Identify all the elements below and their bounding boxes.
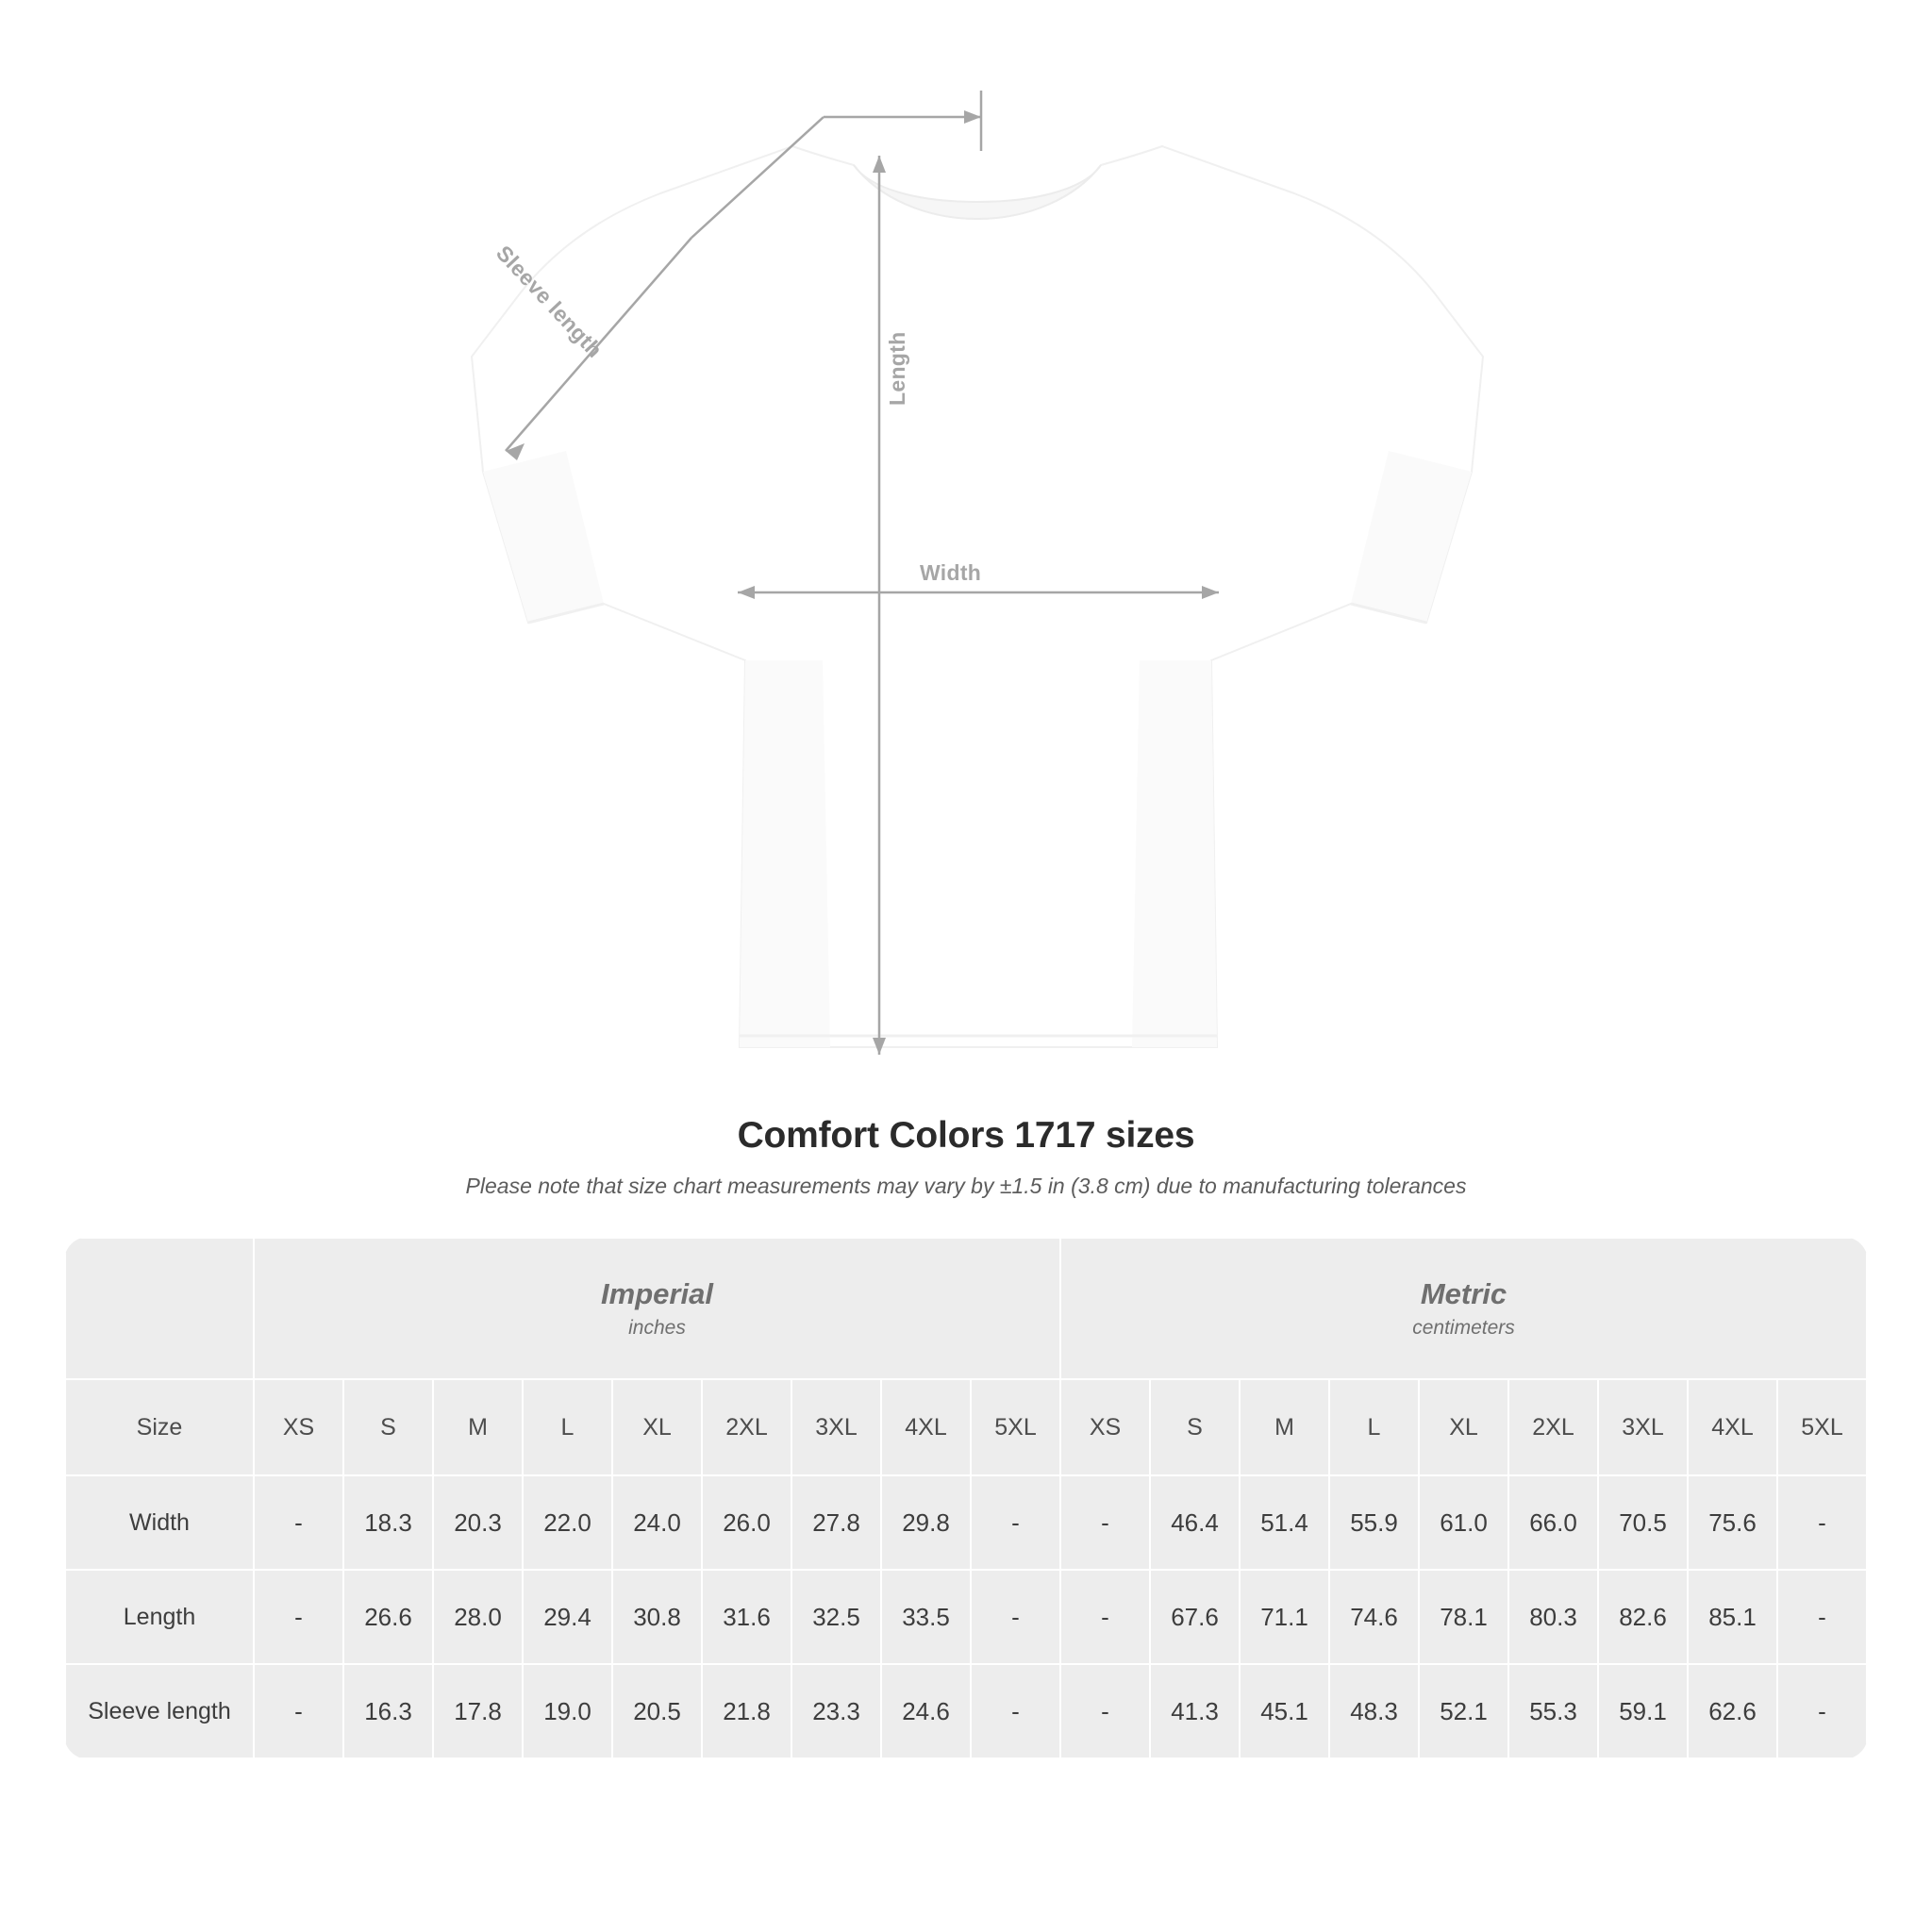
size-header-metric-l: L bbox=[1329, 1379, 1419, 1475]
size-header-metric-xs: XS bbox=[1060, 1379, 1150, 1475]
cell-width-imperial-m: 20.3 bbox=[433, 1475, 523, 1570]
size-header-imperial-s: S bbox=[343, 1379, 433, 1475]
length-label: Length bbox=[885, 331, 909, 406]
cell-sleeve-imperial-xl: 20.5 bbox=[612, 1664, 702, 1758]
table-corner-cell bbox=[65, 1238, 254, 1379]
chart-note: Please note that size chart measurements may vary by ±1.5 in (3.8 cm) due to manufacturing tolerances bbox=[465, 1174, 1467, 1198]
cell-width-imperial-xs: - bbox=[254, 1475, 343, 1570]
size-header-metric-xl: XL bbox=[1419, 1379, 1508, 1475]
size-header-label: Size bbox=[65, 1379, 254, 1475]
row-label-sleeve-length: Sleeve length bbox=[65, 1664, 254, 1758]
cell-sleeve-imperial-xs: - bbox=[254, 1664, 343, 1758]
size-header-imperial-l: L bbox=[523, 1379, 612, 1475]
cell-width-metric-xl: 61.0 bbox=[1419, 1475, 1508, 1570]
cell-length-metric-xl: 78.1 bbox=[1419, 1570, 1508, 1664]
size-header-metric-5xl: 5XL bbox=[1777, 1379, 1867, 1475]
cell-length-imperial-5xl: - bbox=[971, 1570, 1060, 1664]
cell-width-metric-5xl: - bbox=[1777, 1475, 1867, 1570]
table-row bbox=[65, 1664, 1867, 1758]
cell-sleeve-metric-xs: - bbox=[1060, 1664, 1150, 1758]
tshirt-shape bbox=[472, 146, 1483, 1047]
size-header-imperial-2xl: 2XL bbox=[702, 1379, 791, 1475]
cell-length-metric-5xl: - bbox=[1777, 1570, 1867, 1664]
cell-width-imperial-3xl: 27.8 bbox=[791, 1475, 881, 1570]
size-header-imperial-5xl: 5XL bbox=[971, 1379, 1060, 1475]
unit-header-row bbox=[65, 1238, 1867, 1379]
cell-sleeve-metric-s: 41.3 bbox=[1150, 1664, 1240, 1758]
cell-sleeve-imperial-l: 19.0 bbox=[523, 1664, 612, 1758]
cell-sleeve-imperial-m: 17.8 bbox=[433, 1664, 523, 1758]
cell-sleeve-metric-m: 45.1 bbox=[1240, 1664, 1329, 1758]
size-header-metric-3xl: 3XL bbox=[1598, 1379, 1688, 1475]
cell-length-imperial-xl: 30.8 bbox=[612, 1570, 702, 1664]
imperial-header-cell bbox=[254, 1238, 1060, 1379]
size-header-row bbox=[65, 1379, 1867, 1475]
cell-width-imperial-xl: 24.0 bbox=[612, 1475, 702, 1570]
cell-length-imperial-3xl: 32.5 bbox=[791, 1570, 881, 1664]
size-header-imperial-3xl: 3XL bbox=[791, 1379, 881, 1475]
sleeve-length-label: Sleeve length bbox=[491, 241, 608, 363]
cell-width-metric-m: 51.4 bbox=[1240, 1475, 1329, 1570]
cell-length-imperial-xs: - bbox=[254, 1570, 343, 1664]
size-header-metric-2xl: 2XL bbox=[1508, 1379, 1598, 1475]
cell-sleeve-imperial-s: 16.3 bbox=[343, 1664, 433, 1758]
cell-width-metric-4xl: 75.6 bbox=[1688, 1475, 1777, 1570]
metric-unit-name: Metric bbox=[1420, 1277, 1507, 1311]
size-header-imperial-4xl: 4XL bbox=[881, 1379, 971, 1475]
cell-width-metric-s: 46.4 bbox=[1150, 1475, 1240, 1570]
cell-length-imperial-4xl: 33.5 bbox=[881, 1570, 971, 1664]
cell-length-metric-m: 71.1 bbox=[1240, 1570, 1329, 1664]
cell-sleeve-metric-l: 48.3 bbox=[1329, 1664, 1419, 1758]
metric-header-cell bbox=[1060, 1238, 1867, 1379]
cell-width-metric-3xl: 70.5 bbox=[1598, 1475, 1688, 1570]
imperial-unit-sub: inches bbox=[628, 1316, 686, 1339]
cell-sleeve-imperial-3xl: 23.3 bbox=[791, 1664, 881, 1758]
size-header-metric-m: M bbox=[1240, 1379, 1329, 1475]
cell-width-imperial-s: 18.3 bbox=[343, 1475, 433, 1570]
cell-width-metric-2xl: 66.0 bbox=[1508, 1475, 1598, 1570]
size-header-metric-s: S bbox=[1150, 1379, 1240, 1475]
cell-length-imperial-l: 29.4 bbox=[523, 1570, 612, 1664]
cell-sleeve-metric-3xl: 59.1 bbox=[1598, 1664, 1688, 1758]
cell-length-imperial-2xl: 31.6 bbox=[702, 1570, 791, 1664]
table-row bbox=[65, 1475, 1867, 1570]
size-table bbox=[64, 1237, 1868, 1759]
size-header-imperial-xl: XL bbox=[612, 1379, 702, 1475]
cell-length-metric-3xl: 82.6 bbox=[1598, 1570, 1688, 1664]
width-label: Width bbox=[920, 560, 982, 585]
cell-width-imperial-l: 22.0 bbox=[523, 1475, 612, 1570]
cell-sleeve-metric-xl: 52.1 bbox=[1419, 1664, 1508, 1758]
cell-sleeve-metric-5xl: - bbox=[1777, 1664, 1867, 1758]
size-table-container bbox=[64, 1237, 1868, 1759]
cell-length-metric-l: 74.6 bbox=[1329, 1570, 1419, 1664]
size-header-imperial-xs: XS bbox=[254, 1379, 343, 1475]
cell-sleeve-metric-2xl: 55.3 bbox=[1508, 1664, 1598, 1758]
imperial-unit-name: Imperial bbox=[601, 1277, 713, 1311]
cell-sleeve-imperial-5xl: - bbox=[971, 1664, 1060, 1758]
cell-length-metric-2xl: 80.3 bbox=[1508, 1570, 1598, 1664]
cell-length-imperial-s: 26.6 bbox=[343, 1570, 433, 1664]
cell-sleeve-imperial-4xl: 24.6 bbox=[881, 1664, 971, 1758]
chart-title: Comfort Colors 1717 sizes bbox=[737, 1115, 1195, 1156]
cell-width-metric-l: 55.9 bbox=[1329, 1475, 1419, 1570]
table-row bbox=[65, 1570, 1867, 1664]
cell-width-metric-xs: - bbox=[1060, 1475, 1150, 1570]
cell-width-imperial-2xl: 26.0 bbox=[702, 1475, 791, 1570]
size-header-metric-4xl: 4XL bbox=[1688, 1379, 1777, 1475]
row-label-width: Width bbox=[65, 1475, 254, 1570]
cell-length-metric-4xl: 85.1 bbox=[1688, 1570, 1777, 1664]
metric-unit-sub: centimeters bbox=[1412, 1316, 1515, 1339]
cell-width-imperial-5xl: - bbox=[971, 1475, 1060, 1570]
cell-sleeve-metric-4xl: 62.6 bbox=[1688, 1664, 1777, 1758]
cell-length-metric-s: 67.6 bbox=[1150, 1570, 1240, 1664]
cell-sleeve-imperial-2xl: 21.8 bbox=[702, 1664, 791, 1758]
cell-length-metric-xs: - bbox=[1060, 1570, 1150, 1664]
row-label-length: Length bbox=[65, 1570, 254, 1664]
cell-length-imperial-m: 28.0 bbox=[433, 1570, 523, 1664]
cell-width-imperial-4xl: 29.8 bbox=[881, 1475, 971, 1570]
size-header-imperial-m: M bbox=[433, 1379, 523, 1475]
